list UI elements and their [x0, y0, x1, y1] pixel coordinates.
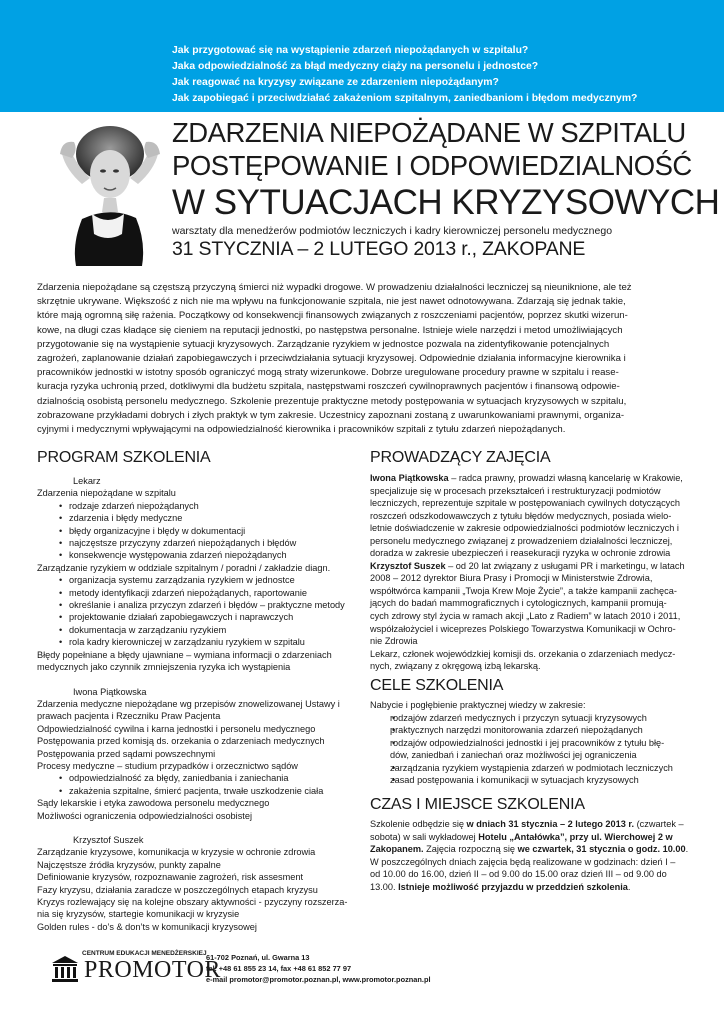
cele-bullet-cont: dów, zaniedbań i zaniechań oraz możliwości jej ograniczenia [390, 750, 637, 761]
program-item: Najczęstsze źródła kryzysów, punkty zapalne [37, 859, 221, 870]
program-item: Zarządzanie kryzysowe, komunikacja w kryzysie w ochronie zdrowia [37, 847, 316, 858]
program-item: Zdarzenia medyczne niepożądane wg przepisów znowelizowanej Ustawy i [37, 698, 340, 709]
program-item: Procesy medyczne – studium przypadków i orzecznictwo sądów [37, 760, 298, 771]
program-bullet: • konsekwencje występowania zdarzeń niepożądanych [37, 549, 357, 561]
program-item: prawach pacjenta i Rzeczniku Praw Pacjenta [37, 711, 221, 722]
footer-phone: tel. +48 61 855 23 14, fax +48 61 852 77 97 [206, 964, 352, 973]
banner-question: Jaka odpowiedzialność za błąd medyczny ciąży na personelu i jednostce? [172, 61, 539, 72]
program-bullet: • zakażenia szpitalne, śmierć pacjenta, trwałe uszkodzenie ciała [37, 785, 357, 797]
prowadzacy-heading: PROWADZĄCY ZAJĘCIA [370, 449, 551, 466]
lecturer-name: Krzysztof Suszek [73, 834, 144, 845]
intro-line: zobrazowane przykładami dobrych i złych praktyk w tym zakresie. Uczestnicy zapoznani zostaną z uwarunkowaniami prawnymi, organiza- [37, 409, 625, 421]
footer-email[interactable]: e-mail promotor@promotor.poznan.pl, www.promotor.poznan.pl [206, 975, 431, 984]
program-bullet: • najczęstsze przyczyny zdarzeń niepożądanych i błędów [37, 537, 357, 549]
czas-line: Zakopanem. Zajęcia rozpoczną się we czwartek, 31 stycznia o godz. 10.00. [370, 844, 689, 855]
bio-name: Iwona Piątkowska [370, 473, 449, 483]
banner-question: Jak reagować na kryzysy związane ze zdarzeniem niepożądanym? [172, 77, 499, 88]
bio-line: doradza w zakresie ubezpieczeń i reasekuracji ryzyka w ochronie zdrowia [370, 548, 671, 559]
bio-line: nie Zdrowia [370, 636, 418, 647]
cele-bullet: • zarządzania ryzykiem wystąpienia zdarzeń w podmiotach leczniczych [370, 762, 700, 775]
stressed-woman-photo [52, 114, 164, 266]
czas-line: sobota) w sali wykładowej Hotelu „Antałówka”, przy ul. Wierchowej 2 w [370, 831, 673, 842]
program-item: Zarządzanie ryzykiem w oddziale szpitalnym / poradni / zakładzie diagn. [37, 562, 331, 573]
logo-wordmark: PROMOTOR [84, 957, 221, 983]
program-bullet: • dokumentacja w zarządzaniu ryzykiem [37, 624, 357, 636]
prowadzacy-section [370, 472, 700, 673]
intro-line: skrzętnie ukrywane. Większość z nich nie ma wpływu na funkcjonowanie szpitala, nie jest nawet odnotowywana. Zdarzają się jednak takie, [37, 296, 626, 308]
title-line-3: W SYTUACJACH KRYZYSOWYCH [172, 183, 720, 222]
bio-line: roszczeń odszkodowawczych z tytułu błędów medycznych, posiada wielo- [370, 510, 672, 521]
czas-heading: CZAS I MIEJSCE SZKOLENIA [370, 796, 585, 813]
program-item: Postępowania przed komisją ds. orzekania o zdarzeniach medycznych [37, 736, 325, 747]
program-bullet: • odpowiedzialność za błędy, zaniedbania i zaniechania [37, 772, 357, 784]
intro-paragraph [37, 281, 687, 437]
intro-line: pracowników jednostki w istotny sposób ograniczyć mogą straty wizerunkowe. Dobrze uregulowane procedury prawne w szpitalu i rease- [37, 367, 619, 379]
bio-name: Krzysztof Suszek [370, 560, 446, 571]
date-place: 31 STYCZNIA – 2 LUTEGO 2013 r., ZAKOPANE [172, 238, 586, 260]
program-bullet: • określanie i analiza przyczyn zdarzeń i błędów – praktyczne metody [37, 599, 357, 611]
program-bullet: • zdarzenia i błędy medyczne [37, 512, 357, 524]
program-bullet: • organizacja systemu zarządzania ryzykiem w jednostce [37, 574, 357, 586]
czas-line: 13.00. Istnieje możliwość przyjazdu w przeddzień szkolenia. [370, 881, 631, 892]
bio-line: nych, związany z okręgową izbą lekarską. [370, 661, 541, 672]
footer-contact [206, 952, 431, 985]
program-item: Definiowanie kryzysów, rozpoznawanie zagrożeń, risk assesment [37, 872, 304, 883]
intro-line: przygotowanie się na wystąpienie sytuacji kryzysowych. Zarządzanie ryzykiem w jednostce pozwala na zidentyfikowanie potencjalnych [37, 338, 610, 350]
bio-line: personelu medycznego związanej z prowadzeniem działalności leczniczej, [370, 535, 673, 546]
program-item: Sądy lekarskie i etyka zawodowa personelu medycznego [37, 798, 270, 809]
program-item: Golden rules - do’s & don’ts w komunikacji kryzysowej [37, 921, 257, 932]
intro-line: cyjnymi i medycznymi wpływającymi na odpowiedzialność kierownika i pracowników szpitali z tytułu zdarzeń niepożądanych. [37, 424, 566, 436]
lecturer-name: Iwona Piątkowska [73, 686, 147, 697]
program-bullet: • błędy organizacyjne i błędy w dokumentacji [37, 525, 357, 537]
program-item: Zdarzenia niepożądane w szpitalu [37, 488, 176, 499]
intro-line: zagrożeń, zaplanowanie działań zapobiegawczych i przeciwdziałania sytuacji kryzysowej. Odpowiednie działania informacyjne kierownika i [37, 353, 626, 365]
cele-bullet: • rodzajów zdarzeń medycznych i przyczyn sytuacji kryzysowych [370, 712, 700, 725]
cele-section [370, 699, 700, 787]
intro-line: dzialnością osobistą personelu medycznego. Szkolenie prezentuje praktyczne metody postępowania w sytuacjach kryzysowych w szpitalu, [37, 395, 627, 407]
program-bullet: • rodzaje zdarzeń niepożądanych [37, 500, 357, 512]
bio-line: letnie doświadczenie w zakresie odpowiedzialności podmiotów leczniczych i [370, 523, 679, 534]
bio-line: specjalizuje się w procesach przekształceń i restrukturyzacji podmiotów [370, 485, 661, 496]
program-item: nia się kryzysów, startegie komunikacji w kryzysie [37, 909, 240, 920]
banner-question: Jak zapobiegać i przeciwdziałać zakażeniom szpitalnym, zaniedbaniom i błędom medycznym? [172, 93, 638, 104]
cele-bullet: • zasad postępowania i komunikacji w sytuacjach kryzysowych [370, 774, 700, 787]
logo-tagline: CENTRUM EDUKACJI MENEDŻERSKIEJ [82, 950, 207, 957]
program-item: Fazy kryzysu, działania zaradcze w poszczególnych etapach kryzysu [37, 884, 318, 895]
program-item: Błędy popełniane a błędy ujawniane – wymiana informacji o zdarzeniach [37, 649, 332, 660]
subtitle: warsztaty dla menedżerów podmiotów leczniczych i kadry kierowniczej personelu medycznego [172, 225, 613, 237]
program-item: Kryzys rozlewający się na kolejne obszary aktywności - pzyczyny rozszerza- [37, 897, 348, 907]
program-item: Postępowania przed sądami powszechnymi [37, 748, 216, 759]
intro-line: Zdarzenia niepożądane są częstszą przyczyną śmierci niż wypadki drogowe. W prowadzeniu działalności leczniczej są nieuniknione, ale też [37, 282, 632, 293]
cele-heading: CELE SZKOLENIA [370, 677, 504, 694]
czas-line: W poszczególnych dniach zajęcia będą realizowane w godzinach: dzień I – [370, 856, 676, 867]
cele-bullet: • praktycznych narzędzi monitorowania zdarzeń niepożądanych [370, 724, 700, 737]
program-heading: PROGRAM SZKOLENIA [37, 449, 211, 466]
bio-line: współzałożyciel i wiceprezes Polskiego Towarzystwa Komunikacji w Ochro- [370, 623, 676, 634]
banner-question: Jak przygotować się na wystąpienie zdarzeń niepożądanych w szpitalu? [172, 45, 529, 56]
program-section [37, 449, 357, 933]
bio-line: współtwórca kampanii „Twoja Krew Moje Życie”, a także kampanii zachęca- [370, 585, 677, 596]
cele-intro: Nabycie i pogłębienie praktycznej wiedzy w zakresie: [370, 700, 586, 710]
cele-bullet: • rodzajów odpowiedzialności jednostki i jej pracowników z tytułu błę- [370, 737, 700, 750]
bio-line: Iwona Piątkowska – radca prawny, prowadzi własną kancelarię w Krakowie, [370, 473, 683, 483]
bio-line: leczniczych, reprezentuje szpitale w postępowaniach cywilnych dotyczących [370, 498, 680, 509]
intro-line: kuracja ryzyka uchronią przed, dotkliwymi dla budżetu szpitala, następstwami roszczeń cywilnoprawnych pacjentów i finansową odpowie- [37, 381, 620, 393]
program-item: Możliwości ograniczenia odpowiedzialności osobistej [37, 810, 252, 821]
czas-section [370, 818, 700, 893]
bio-line: Krzysztof Suszek – od 20 lat związany z usługami PR i marketingu, w latach [370, 560, 685, 571]
bio-line: 2008 – 2012 dyrektor Biura Prasy i Promocji w Ministerstwie Zdrowia, [370, 573, 653, 584]
lecturer-name: Lekarz [73, 476, 101, 486]
program-item: Odpowiedzialność cywilna i karna jednostki i personelu medycznego [37, 723, 316, 734]
promotor-logo [50, 950, 221, 986]
program-item: medycznych jako czynnik zmniejszenia ryzyka ich wystąpienia [37, 662, 291, 673]
footer-address: 61-702 Poznań, ul. Gwarna 13 [206, 953, 310, 962]
program-bullet: • rola kadry kierowniczej w zarządzaniu ryzykiem w szpitalu [37, 636, 357, 648]
czas-line: od 10.00 do 16.00, dzień II – od 9.00 do 15.00 oraz dzień III – od 9.00 do [370, 869, 667, 880]
intro-line: kowe, na długi czas kładące się cieniem na reputacji jednostki, po następstwa personalne. Istnieje wiele narzędzi i metod umożliwiających [37, 324, 623, 336]
bio-line: jących do badań mammograficznych i cytologicznych, kampanii promują- [370, 598, 667, 609]
banner-questions [172, 43, 637, 107]
czas-line: Szkolenie odbędzie się w dniach 31 stycznia – 2 lutego 2013 r. (czwartek – [370, 819, 684, 829]
bio-line: Lekarz, członek wojewódzkiej komisji ds. orzekania o zdarzeniach medycz- [370, 648, 676, 659]
title-line-2: POSTĘPOWANIE I ODPOWIEDZIALNOŚĆ [172, 150, 692, 181]
program-bullet: • metody identyfikacji zdarzeń niepożądanych, raportowanie [37, 587, 357, 599]
building-icon [50, 954, 80, 982]
title-line-1: ZDARZENIA NIEPOŻĄDANE W SZPITALU [172, 117, 686, 148]
intro-line: które mają ogromną siłę rażenia. Początkowy od konsekwencji finansowych związanych z roszczeniami pacjentów, poprzez skutki wizerun- [37, 310, 628, 322]
program-bullet: • projektowanie działań zapobiegawczych i naprawczych [37, 611, 357, 623]
bio-line: cych zdrowy styl życia w ramach akcji „Lato z Radiem” w latach 2010 i 2011, [370, 611, 681, 622]
